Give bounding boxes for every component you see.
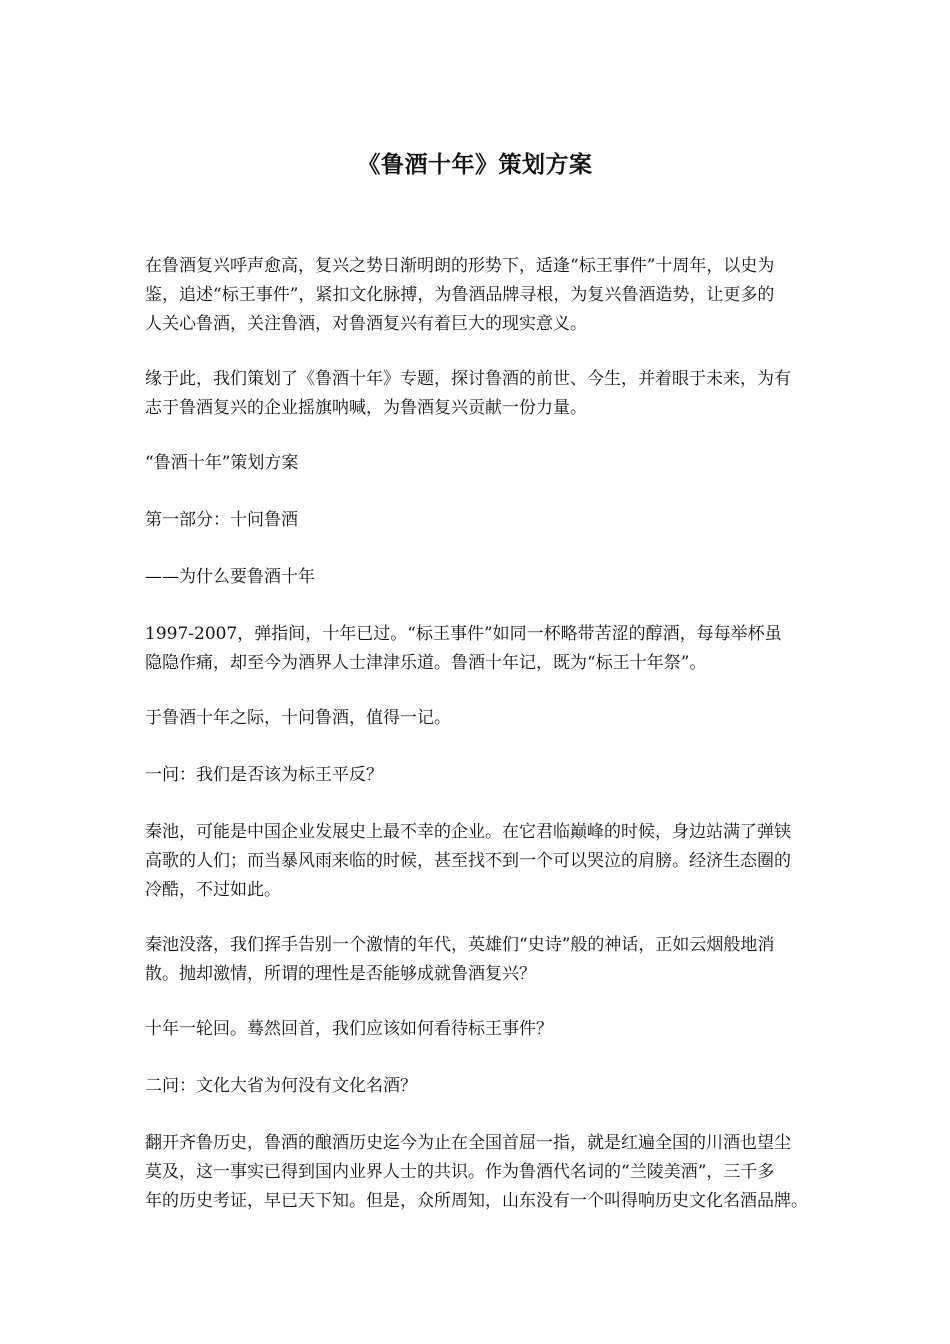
- paragraph-line: 散。抛却激情，所谓的理性是否能够成就鲁酒复兴？: [145, 964, 536, 984]
- paragraph-line: 秦池没落，我们挥手告别一个激情的年代，英雄们“史诗”般的神话，正如云烟般地消: [145, 935, 775, 955]
- section-heading: [145, 449, 885, 478]
- paragraph-line: 人关心鲁酒，关注鲁酒，对鲁酒复兴有着巨大的现实意义。: [145, 314, 587, 334]
- paragraph-line: 于鲁酒十年之际，十问鲁酒，值得一记。: [145, 708, 451, 728]
- paragraph-line: 志于鲁酒复兴的企业摇旗呐喊，为鲁酒复兴贡献一份力量。: [145, 398, 587, 418]
- paragraph-line: 秦池，可能是中国企业发展史上最不幸的企业。在它君临巅峰的时候，身边站满了弹铗: [145, 822, 791, 842]
- paragraph-line: 一问：我们是否该为标王平反？: [145, 765, 383, 785]
- part-subheading: [145, 563, 885, 592]
- paragraph-intro: [145, 252, 885, 339]
- paragraph-line: 缘于此，我们策划了《鲁酒十年》专题，探讨鲁酒的前世、今生，并着眼于未来，为有: [145, 369, 791, 389]
- question-heading-2: [145, 1072, 885, 1101]
- paragraph-qinchi-decline: [145, 931, 885, 989]
- paragraph-line: 十年一轮回。蓦然回首，我们应该如何看待标王事件？: [145, 1019, 553, 1039]
- part-heading: [145, 506, 885, 535]
- paragraph-line: 二问：文化大省为何没有文化名酒？: [145, 1076, 417, 1096]
- paragraph-cycle: [145, 1015, 885, 1044]
- paragraph-purpose: [145, 365, 885, 423]
- paragraph-line: 莫及，这一事实已得到国内业界人士的共识。作为鲁酒代名词的“兰陵美酒”，三千多: [145, 1162, 775, 1182]
- paragraph-line: “鲁酒十年”策划方案: [145, 453, 299, 473]
- paragraph-line: 1997-2007，弹指间，十年已过。“标王事件”如同一杯略带苦涩的醇酒，每每举杯虽: [145, 624, 782, 644]
- paragraph-line: 第一部分：十问鲁酒: [145, 510, 298, 530]
- paragraph-history: [145, 1129, 885, 1216]
- paragraph-qinchi: [145, 818, 885, 905]
- document-body: [145, 252, 885, 1242]
- paragraph-line: ——为什么要鲁酒十年: [145, 567, 315, 587]
- paragraph-line: 翻开齐鲁历史，鲁酒的酿酒历史迄今为止在全国首屈一指，就是红遍全国的川酒也望尘: [145, 1133, 791, 1153]
- paragraph-line: 鉴，追述“标王事件”，紧扣文化脉搏，为鲁酒品牌寻根，为复兴鲁酒造势，让更多的: [145, 285, 775, 305]
- paragraph-line: 冷酷，不过如此。: [145, 880, 281, 900]
- paragraph-line: 高歌的人们；而当暴风雨来临的时候，甚至找不到一个可以哭泣的肩膀。经济生态圈的: [145, 851, 791, 871]
- paragraph-decade: [145, 620, 885, 678]
- paragraph-line: 在鲁酒复兴呼声愈高，复兴之势日渐明朗的形势下，适逢“标王事件”十周年，以史为: [145, 256, 775, 276]
- document-title: 《鲁酒十年》策划方案: [357, 151, 593, 178]
- paragraph-ten-questions: [145, 704, 885, 733]
- paragraph-line: 年的历史考证，早已天下知。但是，众所周知，山东没有一个叫得响历史文化名酒品牌。: [145, 1191, 808, 1211]
- paragraph-line: 隐隐作痛，却至今为酒界人士津津乐道。鲁酒十年记，既为“标王十年祭”。: [145, 653, 707, 673]
- question-heading-1: [145, 761, 885, 790]
